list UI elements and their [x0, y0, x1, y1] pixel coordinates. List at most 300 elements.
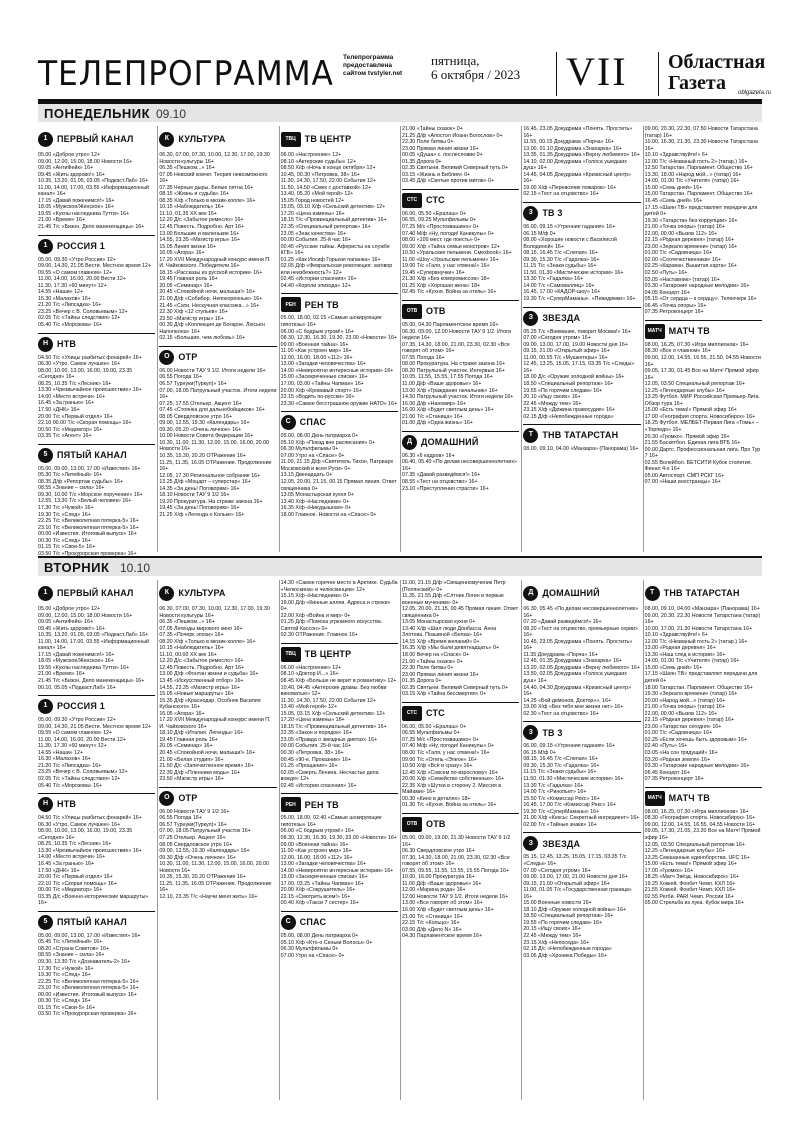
program-listing: 14.00 «Место встречи» 16+	[38, 393, 106, 400]
program-listing: 05.00, 09.00, 13.00, 17.00 «Известия» 16+	[38, 932, 141, 939]
program-listing: 17.00 «Громко» 16+	[644, 867, 694, 874]
program-listing: 06.00, 09.15 «Утренние гадания» 16+	[523, 224, 616, 231]
channel-name: МАТЧ ТВ	[668, 326, 710, 337]
channel-name: ОТВ	[426, 819, 446, 830]
program-listing: 22.00, 00.00 «Вызов 112» 16+	[644, 230, 718, 237]
program-listing: 17.30 Т/с «Чужой» 16+	[38, 965, 94, 972]
program-listing: 12.05, 20.00, 21.15, 00.45 Прямая линия. Ответ священника 0+	[402, 606, 519, 619]
program-listing: 12.45, 13.25, 15.05, 17.15, 03.35 Т/с «Следы» 16+	[523, 361, 635, 374]
program-listing: 07.00, 18.05 Патрульный участок 16+	[159, 828, 251, 835]
program-listing: 20.00 «Народ мой...» (татар) 16+	[644, 697, 726, 704]
program-listing: 21.00 Т/с «Станица» 16+	[402, 913, 463, 920]
channel-header	[281, 130, 398, 148]
program-listing: 14.00 «Невероятно интересные истории» 16+	[280, 867, 394, 874]
program-listing: 06.45 «Точка опоры» 16+	[644, 302, 707, 309]
channel-name: КУЛЬТУРА	[178, 133, 226, 144]
program-listing: 09.05 «АнтиФейк» 16+	[38, 165, 94, 172]
program-listing: 19.30 Т/с «СуперМаманы». «Певидимки» 16+	[523, 296, 636, 303]
program-listing: 18.15 Т/с «Провинциальный детектив» 16+	[280, 217, 387, 224]
program-listing: 19.55 «Куклы наследника Тутти» 16+	[38, 210, 130, 217]
column-divider	[521, 580, 522, 1100]
program-listing: 23.10 «Преступления страсти» 16+	[402, 485, 489, 492]
program-listing: 01.15 Т/с «Свои-5» 16+	[38, 544, 96, 551]
program-listing: 17.15 «Шаян ТВ» представляет передачи для детей 0+	[644, 204, 758, 218]
program-listing: 11.35, 21.55 Д/ф «Слтник Логин и первые военные мученики» 0+	[402, 593, 504, 606]
program-listing: 01.25 Д/ф «Помоха угрюмного искусства. Святой Кассон» 0+	[280, 619, 383, 632]
program-listing: 13.05 Монастырская кухня 0+	[402, 619, 476, 626]
channel-name: ПЕРВЫЙ КАНАЛ	[57, 133, 134, 144]
program-listing: 23.30 «Самое бесстрашное оружие НАТО» 16+	[280, 400, 398, 407]
program-listing: 22.00, 00.00 «Вызов 112» 16+	[644, 710, 718, 717]
program-listing: 16.00 Х/ф «Будет светлым день» 16+	[402, 906, 494, 913]
program-listing: 06.15 М/ф 0+	[523, 230, 556, 237]
program-listing: 12.25 «Легендарные клубы» 16+	[644, 387, 725, 394]
program-listing: 07.25, 17.55 Отельер. Акцент 16+	[159, 400, 242, 407]
program-listing: 00.45 «90-е. Проказник» 16+	[280, 756, 351, 763]
channel-name: ТВ 3	[542, 727, 563, 738]
program-listing: 19.00 Х/ф «Без тебя мне жизни нет» 16+	[523, 704, 624, 711]
channel-name: СТС	[426, 708, 445, 719]
program-listing: 18.00 Вечер на «Спасе» 0+	[402, 652, 470, 659]
channel-logo-icon: Т	[523, 428, 538, 443]
program-listing: 20.15 «Ищу своих» 16+	[523, 926, 581, 933]
program-listing: 02.00 Т/с «Тайные знаки» 16+	[523, 821, 597, 828]
schedule-column	[402, 126, 519, 552]
program-listing: 03.30 «Татарские народные мелодии» 16+	[644, 763, 750, 770]
channel-header	[523, 202, 640, 220]
column-divider	[521, 126, 522, 552]
program-listing: 08.30, 12.30, 16.30, 19.30, 23.00 «Новости» 16+	[280, 834, 398, 841]
program-listing: 11.50, 01.30 «Мистические истории» 16+	[523, 776, 624, 783]
program-listing: 08.55 «Тест на отцовство» 16+	[402, 478, 478, 485]
program-listing: 10.00 Новости Совета Федерации 16+	[159, 433, 254, 440]
program-listing: 19.00 Т/с «Галя, у нас отмена!» 16+	[402, 263, 490, 270]
program-listing: 00.00 «Известия. Итоговый выпуск» 16+	[38, 991, 137, 998]
channel-logo-icon: З	[523, 836, 538, 851]
program-listing: 02.45 «Истории спасения» 16+	[280, 782, 357, 789]
program-listing: 00.10, 05.05 «Подкаст.Лаб» 16+	[38, 684, 116, 691]
program-listing: 07.00 Утро на «Спасе» 0+	[280, 952, 345, 959]
program-listing: 15.05, 03.10 Х/ф «Сельский детектив» 12+	[280, 204, 386, 211]
channel-header	[281, 911, 398, 929]
program-listing: 16.00 Х/ф «Будет светлым день» 16+	[402, 407, 494, 414]
program-listing: 21.45 Т/с «Бизон. Дело манекенщицы» 16+	[38, 678, 145, 685]
program-listing: 10.00, 16.00 Прокуратура 16+	[402, 874, 475, 881]
channel-logo-icon: С	[281, 415, 296, 430]
program-listing: 21.20 Т/с «Липсадка» 16+	[38, 302, 102, 309]
program-listing: 17.15 «Давай поженимся!» 16+	[38, 651, 115, 658]
program-listing: 16.00 Д/ф «Наномир» 16+	[402, 400, 467, 407]
program-listing: 17.00 «География спорта. Новосибирск» 16+	[644, 413, 756, 420]
channel-header	[523, 424, 640, 442]
channel-header	[523, 832, 640, 850]
program-listing: 05.00 Автоспорт. СМП РСКГ 16+	[644, 472, 725, 479]
channel-logo-icon: З	[523, 311, 538, 326]
program-listing: 21.50 Д/с «Запечатленное время» 16+	[159, 763, 254, 770]
program-listing: 20.10 «Ищу своих» 16+	[523, 394, 581, 401]
program-listing: 21.55 Хоккей. Фонбет Чемп. КХЛ 16+	[644, 887, 736, 894]
program-listing: 13.30 «Наш след в истории» 16+	[644, 651, 726, 658]
channel-logo-icon: 1	[38, 132, 53, 147]
program-listing: 09.30, 05.20 «Очень личное» 16+	[159, 426, 242, 433]
program-listing: 07.35 «Почерк эпохи» 16+	[159, 632, 224, 639]
program-listing: 02.15 Д/с «Непобежденные города»	[523, 946, 612, 953]
program-listing: 08.30 «Все о главном» 16+	[644, 348, 711, 355]
schedule-column	[38, 580, 155, 1100]
program-listing: 17.50 «ДНК» 16+	[38, 406, 80, 413]
program-listing: 14.55 «Наши» 12+	[38, 289, 84, 296]
program-listing: 08.00 Прокуратура. На страже закона 16+	[402, 361, 506, 368]
channel-header	[402, 189, 519, 207]
column-divider	[157, 580, 158, 1100]
program-listing: 08.10 «Доктор И...» 16+	[280, 671, 339, 678]
program-listing: 13.05 Монастырская кухня 0+	[280, 492, 354, 499]
program-listing: 19.30 Т/с «СуперМаманы» 16+	[523, 808, 600, 815]
program-listing: 23.50 «Магистр игры» 16+	[159, 776, 224, 783]
program-listing: 06.30, 09.00, 12.00 Новости ТАУ 9 1/2. Итоги недели 16+	[402, 328, 512, 342]
program-listing: 09.00 «Военная тайна» 16+	[280, 841, 349, 848]
program-listing: 13.25 Футбол. МИР Российская Премьер-Лига. Обзор тура 16+	[644, 394, 760, 407]
program-listing: 13.30, 18.00 «Народ мой...» (татар) 16+	[644, 171, 742, 178]
program-listing: 06.00 Новости ТАУ 9 1/2. Итоги недели 16+	[159, 367, 266, 374]
program-listing: 08.35 Д/ф «Репортаж судьбы» 16+	[38, 478, 123, 485]
program-listing: 10.05, 11.55, 15.55, 17.55 Погода 16+	[402, 374, 493, 381]
program-listing: 01.00 Т/с «Садовница» 16+	[644, 730, 713, 737]
program-listing: 21.45 «Сати. Нескучная классика...» 16+	[159, 302, 260, 309]
program-listing: 15.05 Город новостей 12+	[280, 197, 345, 204]
program-listing: 00.30 Т/с «След» 16+	[38, 998, 91, 1005]
program-listing: 04.50 Т/с «Улицы разбитых фонарей» 16+	[38, 354, 142, 361]
program-listing: 21.00 «Тайны сказок» 0+	[402, 658, 463, 665]
program-listing: 20.45 «Спокойной ночи, малыши!» 16+	[159, 750, 256, 757]
program-listing: 22.30 Поле битвы 0+	[402, 665, 454, 672]
channel-logo-icon: Н	[38, 797, 53, 812]
program-listing: 12.00 Т/с «Незваный гость 2» (татар.) 16+	[644, 158, 748, 165]
program-listing: 06.35 «Пешком...» 16+	[159, 165, 215, 172]
program-listing: 08.10 «Актерские судьбы» 12+	[280, 158, 357, 165]
program-listing: 11.25, 11.35, 16.05 ОТРажение. Продолжение 16+	[159, 880, 272, 894]
channel-header	[159, 584, 276, 602]
program-listing: 12.00, 16.00, 18.00 «112» 16+	[280, 854, 353, 861]
program-listing: 08.20 Патрульный участок. Интервью 16+	[402, 367, 505, 374]
program-listing: 11.50, 01.30 «Мистические истории» 16+	[523, 269, 624, 276]
column-divider	[400, 580, 401, 1100]
program-listing: 09.00 «Военная тайна» 16+	[280, 341, 349, 348]
program-listing: 23.25 «Вечер с В. Соловьевым» 12+	[38, 308, 128, 315]
program-listing: 11.30, 14.30, 17.50, 22.00 События 12+	[280, 697, 376, 704]
program-listing: 19.55 «По горячим следам» 16+	[523, 919, 603, 926]
program-listing: 14.55, 23.35 «Магистр игры» 16+	[159, 237, 241, 244]
program-listing: 17.50 «ДНК» 16+	[38, 867, 80, 874]
program-listing: 06.40, 05.40 «По делам несовершеннолетних» 16+	[402, 459, 517, 472]
program-listing: 09.05, 17.30, 21.05, 23.20 Все на Матч! Прямой эфир 16+	[644, 828, 761, 841]
program-listing: 08.20 Х/ф «Только в мюзик-холле» 16+	[159, 638, 256, 645]
column-divider	[643, 580, 644, 1100]
program-listing: 08.35 Х/ф «Только в мюзик-холле» 16+	[159, 197, 256, 204]
program-listing: 09.00, 13.00, 17.00, 21.00 Новости дня 16+	[523, 874, 628, 881]
program-listing: 22.35 Х/ф «Шутки в сторону 2. Миссия в Майами» 16+	[402, 782, 502, 796]
program-listing: 23.05 «Знак качества» 16+	[280, 230, 347, 237]
program-listing: 00.00 Дартс. Профессиональная лига. Про Тур 7 16+	[644, 446, 761, 460]
program-listing: 11.10, 01.35 ХХ век 16+	[159, 210, 217, 217]
program-listing: 11.00, 21.15 Д/ф «Святитель Тихон, Патриарх Московский и всея Руси» 0+	[280, 459, 394, 472]
program-listing: 06.30 Мультфильмы 0+	[280, 446, 339, 453]
program-listing: 21.00 «Время» 16+	[38, 217, 86, 224]
program-listing: 18.10 Новости ТАУ 9 1/2 16+	[159, 492, 230, 499]
channel-header	[38, 333, 155, 351]
program-listing: 09.00, 12.00, 14.55, 16.55, 21.50, 04.55 Новости 16+	[644, 354, 761, 368]
program-listing: 12.10, 23.35 Т/с «Научи меня жить» 16+	[159, 893, 258, 900]
channel-name: ЗВЕЗДА	[542, 838, 581, 849]
program-listing: 03.15 «Жизнь и Библия» 0+	[402, 171, 471, 178]
program-listing: 09.00, 12.00, 15.00, 18.00 Новости 16+	[38, 158, 133, 165]
program-listing: 07.05 Легенды мирового кино 16+	[159, 625, 243, 632]
channel-logo-icon: Т	[645, 586, 660, 601]
program-listing: 22.15 «Родная деревня» (татар) 16+	[644, 237, 735, 244]
program-listing: 08.15, 16.45 Т/с «Слепая» 16+	[523, 250, 598, 257]
program-listing: 13.30 Т/с «Гадалка» 16+	[523, 276, 584, 283]
channel-logo-icon: 5	[38, 915, 53, 930]
program-listing: 14.00 «Невероятно интересные истории» 16+	[280, 367, 394, 374]
program-listing: 05.30 Т/с «Литейный» 16+	[38, 472, 103, 479]
program-listing: 10.35, 13.20, 01.05, 03.05 «Подкаст.Лаб» 16+	[38, 632, 149, 639]
schedule-column	[523, 580, 640, 1100]
program-listing: 21.00 «Точка опоры» (татар) 16+	[644, 704, 725, 711]
program-listing: 07.25 Отельер. Акцент 16+	[159, 834, 226, 841]
program-listing: 07.55 Погода 16+	[402, 354, 445, 361]
program-listing: 20.05 «Семинар» 16+	[159, 282, 213, 289]
program-listing: 11.00, 01.05 Т/с «Государственная граница» 16+	[523, 887, 632, 900]
program-listing: 07.00 «Сегодня утром» 16+	[523, 335, 591, 342]
schedule-column	[159, 126, 276, 552]
program-listing: 20.05 «Семинар» 16+	[159, 743, 213, 750]
program-listing: 18.05 «Мужское/Женское» 16+	[38, 204, 114, 211]
program-listing: 11.00, 21.15 Д/ф «Священномученик Петр (Полянский)» 0+	[402, 580, 506, 593]
channel-header	[281, 793, 398, 811]
program-listing: 06.00 «С бодрым утром!» 16+	[280, 328, 354, 335]
channel-header	[402, 813, 519, 831]
program-listing: 01.25 «Прощание» 16+	[280, 763, 338, 770]
program-listing: 06.15 М/ф 0+	[523, 749, 556, 756]
program-listing: 21.00 «Тайны сказок» 0+	[402, 126, 463, 132]
program-listing: 14.55 «Наши» 12+	[38, 749, 84, 756]
program-listing: 11.00 Д/ф «Ваше здоровье» 16+	[402, 880, 482, 887]
channel-header	[402, 702, 519, 720]
program-listing: 21.00 Д/ф «Собибор. Непокоренные» 16+	[159, 296, 263, 303]
program-listing: 09.00 Х/ф «Тайна семьи монстров» 12+	[402, 243, 500, 250]
program-listing: 06.30 Мультфильмы 0+	[280, 946, 339, 953]
program-listing: 14.45, 04.05 Докудрама «Кризисный центр» 16+	[523, 171, 632, 185]
program-listing: 16.45 «Семь дней» 16+	[644, 198, 703, 205]
program-listing: 16.45, 17.00 «КАДОР-шоу» 16+	[523, 289, 601, 296]
program-listing: 12.45, 01.35 Докудрама «Знахарка» 16+	[523, 658, 623, 665]
program-listing: 09.05, 17.30, 01.45 Все на Матч! Прямой эфир 16+	[644, 368, 759, 381]
program-listing: 03.05 Д/ф «Хроника Победы» 16+	[523, 952, 607, 959]
column-divider	[279, 126, 280, 552]
program-listing: 15.05 «Новые маршруты» 16+	[159, 691, 234, 698]
program-listing: 06.35 «Пешком...» 16+	[159, 619, 215, 626]
program-listing: 09.00, 12.00, 14.55, 16.55, 04.55 Новости 16+	[644, 821, 756, 828]
channel-name: ДОМАШНИЙ	[421, 437, 479, 447]
program-listing: 19.45 «Супервнучки» 16+	[402, 269, 465, 276]
program-listing: 22.15 Т/с «Кольцо» 16+	[402, 920, 460, 927]
channel-logo-icon: ОТВ	[402, 304, 422, 319]
program-listing: 09.00, 14.30, 21.05 Вести. Местное время 12+	[38, 723, 152, 730]
channel-logo-icon: СТС	[402, 193, 422, 208]
program-listing: 11.00 «Шоу «Уральские пельмени» 16+	[402, 256, 499, 263]
program-listing: 21.30 Х/ф «Без компромиссов» 18+	[402, 276, 490, 283]
program-listing: 16.35 Х/ф «Никудышная» 0+	[280, 505, 352, 512]
program-listing: 16.05 «Агора» 16+	[159, 710, 205, 717]
program-listing: 23.10 Т/с «Великолепная пятерка-5» 16+	[38, 524, 139, 531]
channel-logo-icon: РЕН	[281, 297, 301, 312]
program-listing: 10.30, 11.00, 11.30, 12.00, 15.00, 16.00, 20.00 Новости 16+	[159, 861, 269, 874]
program-listing: 18.15 Т/с «Провинциальный детектив» 16+	[280, 723, 387, 730]
channel-name: ТВ ЦЕНТР	[304, 649, 352, 660]
program-listing: 21.45 Т/с «Бизон. Дело манекенщицы» 16+	[38, 224, 145, 231]
issue-date-full: 6 октября / 2023	[431, 67, 521, 82]
program-listing: 22.25 Т/с «Великолепная пятерка-5» 16+	[38, 978, 139, 985]
channel-header	[645, 584, 762, 602]
channel-logo-icon: СТС	[402, 706, 422, 721]
program-listing: 08.05 Свердловское утро 16+	[159, 413, 233, 420]
program-listing: 22.45 «Между тем» 16+	[523, 400, 582, 407]
program-listing: 22.35 «Закон и порядок» 16+	[280, 730, 352, 737]
program-listing: 15.00 «Семь дней» 16+	[644, 184, 703, 191]
program-listing: 20.45 «Спокойной ночи, малыши!» 16+	[159, 289, 256, 296]
program-listing: 05.00, 09.00, 19.00, 21.30 Новости ТАУ 9 1/2 16+	[402, 834, 511, 848]
channel-name: МАТЧ ТВ	[668, 792, 710, 803]
channel-logo-icon: МАТЧ	[645, 324, 665, 339]
program-listing: 20.00 Т/с «Первый отдел» 16+	[38, 874, 113, 881]
channel-header	[38, 793, 155, 811]
program-listing: 12.05, 03.50 Специальный репортаж 16+	[644, 381, 746, 388]
program-listing: 02.05 «Смерть Ленина. Несчастье дела вождя» 12+	[280, 769, 379, 783]
program-listing: 01.35 Дорога 0+	[402, 158, 442, 165]
program-listing: 13.25 Д/ф «Моцарт – суперстар» 16+	[159, 479, 251, 486]
channel-logo-icon: 1	[38, 699, 53, 714]
program-listing: 14.25 «Бой демонов, Доктор»», 16+	[523, 697, 612, 704]
channel-header	[523, 307, 640, 325]
program-listing: 23.50 «Магистр игры» 16+	[159, 315, 224, 322]
program-listing: 11.55, 00.15 Докудрама «Порча» 16+	[523, 139, 614, 146]
program-listing: 13.00, 01.10 Докудрама «Знахарка» 16+	[523, 145, 623, 152]
program-listing: 07.30, 14.30, 18.00, 21.00, 23.30, 02.30 «Все говорят об этом» 16+	[402, 854, 510, 868]
newspaper-name-line1: Областная	[668, 51, 766, 73]
program-listing: 00.40 Х/ф «Такси 7 сестер» 16+	[280, 900, 359, 907]
program-listing: 03.35 Д/с «Военно-исторические маршруты» 16+	[38, 893, 149, 907]
program-listing: 11.50, 14.50 «Смех с доставкой» 12+	[280, 184, 372, 191]
program-listing: 08.00, 16.25, 07.30 «Игра миллионов» 16+	[644, 341, 749, 348]
masthead	[38, 48, 772, 102]
program-listing: 13.00 «Все говорят об этом» 16+	[402, 900, 483, 907]
program-listing: 05.40 Т/с «Морозова» 16+	[38, 782, 103, 789]
program-listing: 09.55 «О самом главном» 12+	[38, 730, 113, 737]
channel-header	[281, 411, 398, 429]
program-listing: 07.35 Ретроконцерт 16+	[644, 309, 704, 316]
program-listing: 23.15 Х/ф «Непоседа» 16+	[523, 939, 590, 946]
program-listing: 14.00 «Место встречи» 16+	[38, 854, 106, 861]
program-listing: 02.30 «Тест на отцовство» 16+	[523, 710, 599, 717]
program-listing: 17.30 Т/с «Чужой» 16+	[38, 504, 94, 511]
program-listing: 09.45 «Жить здорово!» 16+	[38, 171, 105, 178]
program-listing: 05.10 Х/ф «Поезд вне расписания» 0+	[280, 439, 375, 446]
program-listing: 22.30 Х/ф «12 стульев» 16+	[159, 309, 228, 316]
program-listing: 03.45 Д/ф «Святые против митов» 0+	[402, 178, 495, 185]
program-listing: 11.00, 14.00, 17.00, 03.55 «Информационный канал» 16+	[38, 184, 149, 198]
program-listing: 12.00, 16.00, 18.00 «112» 16+	[280, 354, 353, 361]
program-listing: 19.45 Главная роль 16+	[159, 736, 218, 743]
program-listing: 22.30 Поле битвы 0+	[402, 139, 454, 146]
program-listing: 20.00 Х/ф «Сокрушитель» 16+	[280, 887, 356, 894]
program-listing: 06.55 Погода 16+	[159, 815, 202, 822]
program-listing: 23.15 Х/ф «Дюжина правосудия» 16+	[523, 407, 616, 414]
schedule-column	[281, 580, 398, 1100]
program-listing: 15.35 Д/ф «Краснодар. Особняк Василия Кубанского» 16+	[159, 697, 261, 711]
program-listing: 00.00 «Известия. Итоговый выпуск» 16+	[38, 531, 137, 538]
program-listing: 04.40 «Короли эпизода» 12+	[280, 282, 351, 289]
program-listing: 11.25, 11.35, 16.05 ОТРажение. Продолжение 16+	[159, 459, 272, 473]
program-listing: 02.15 «Большие, чем любовь» 16+	[159, 335, 246, 342]
program-listing: 17.20 «Цена измены» 16+	[280, 210, 345, 217]
provider-note: Телепрограмма предоставлена сайтом tvstyler.net	[343, 54, 403, 77]
program-listing: 00.00 События. 25-й час 16+	[280, 237, 352, 244]
program-listing: 15.00 «Семь дней» 16+	[644, 664, 703, 671]
channel-name: ТНВ ТАТАРСТАН	[542, 430, 619, 441]
program-listing: 06.30 «6 кадров» 16+	[402, 452, 455, 459]
program-listing: 00.30 Т/с «След» 16+	[38, 537, 91, 544]
masthead-divider	[658, 52, 659, 96]
program-listing: 05.00, 18.00, 02.40 «Самые шокирующие гипотезы» 16+	[280, 815, 382, 828]
program-listing: 10.15 «Наблюдатель» 16+	[159, 204, 224, 211]
program-listing: 22.30 Д/ф «Пленники моды» 16+	[159, 769, 241, 776]
program-listing: 03.15 Х/ф «Тайна бессмертия» 0+	[402, 691, 487, 698]
program-listing: 13.00 Д/ф «Фонтан жизни и судьба» 16+	[159, 671, 259, 678]
program-listing: 12.50 Татарстан. Парламент. Общество 16+	[644, 165, 753, 172]
program-listing: 07.25 М/с «Простоквашино» 0+	[402, 224, 479, 231]
channel-name: СПАС	[299, 917, 327, 928]
program-listing: 07.40 М/ф «Ну, погоди! Каникулы» 0+	[402, 743, 494, 750]
program-listing: 13.40 Х/ф «Шил люди Донбасса. Анна Злотова. Позывной «Белка» 16+	[402, 625, 497, 639]
program-listing: 21.25 Д/ф «Апостол Иоанн Богослов» 0+	[402, 132, 503, 139]
program-listing: 09.30, 15.30 Т/с «Гадалка» 16+	[523, 762, 600, 769]
program-listing: 07.55, 09.55, 11.55, 13.55, 15.55 Погода 16+	[402, 867, 510, 874]
program-listing: 11.00, 14.00, 17.00, 03.55 «Информационный канал» 16+	[38, 638, 149, 652]
program-listing: 02.55 Регби. PARI Чемп. России 16+	[644, 893, 734, 900]
program-listing: 01.00 Д/ф «Одна жизнь» 16+	[402, 420, 474, 427]
program-listing: 10.30, 11.00, 11.30, 12.00, 15.00, 16.00, 20.00 Новости 16+	[159, 439, 269, 453]
program-listing: 10.00, 17.00, 21.30 Новости Татарстана 16+	[644, 625, 753, 632]
program-listing: 06.45 Концерт 16+	[644, 769, 690, 776]
program-listing: 07.00 «Сегодня утром» 16+	[523, 867, 591, 874]
program-listing: 13.30 Т/с «Гадалка» 16+	[523, 782, 584, 789]
program-listing: 08.00, 10.00, 13.00, 16.00, 19.00, 23.35 «Сегодня» 16+	[38, 828, 133, 841]
schedule-column	[159, 580, 276, 1100]
program-listing: 12.45 Х/ф «Совсем по-взрослому» 16+	[402, 769, 498, 776]
program-listing: 13.30 «Чрезвычайное происшествие» 16+	[38, 387, 142, 394]
program-listing: 23.25 «Вечер с В. Соловьевым» 12+	[38, 769, 128, 776]
program-listing: 18.00 Татарстан. Парламент. Общество 16+	[644, 684, 753, 691]
program-listing: 09.55 «О самом главном» 12+	[38, 269, 113, 276]
program-listing: 02.45 «Истории спасения» 16+	[280, 276, 357, 283]
channel-name: ТНВ ТАТАРСТАН	[663, 587, 740, 598]
program-listing: 17.20 XVII Международный конкурс имени П. И. Чайковского. Победители 16+	[159, 256, 271, 270]
program-listing: 13.00 Х/ф «Гражданин начальник» 16+	[402, 387, 498, 394]
program-listing: 14.55, 23.35 «Магистр игры» 16+	[159, 684, 241, 691]
newspaper-name-line2: Газета	[668, 72, 726, 94]
channel-header	[402, 300, 519, 318]
newspaper-name	[668, 52, 765, 94]
